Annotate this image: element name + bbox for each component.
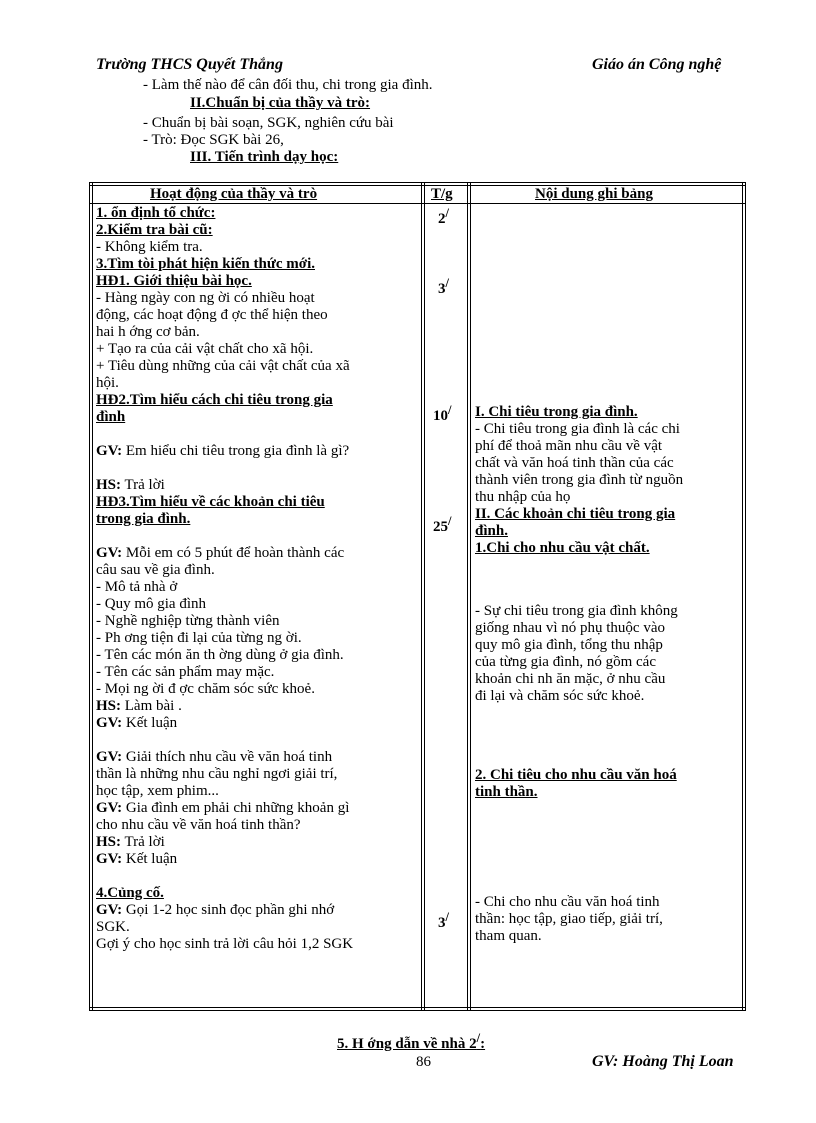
conclusion-text: Kết luận bbox=[122, 715, 178, 731]
text-line bbox=[96, 545, 418, 562]
activity-heading: HĐ1. Giới thiệu bài học. bbox=[96, 273, 252, 289]
text-line: quy mô gia đình, tổng thu nhập bbox=[475, 637, 663, 653]
text-line: + Tạo ra của cải vật chất cho xã hội. bbox=[96, 341, 314, 357]
step-heading: 4.Củng cố. bbox=[96, 885, 164, 901]
text-line bbox=[96, 834, 418, 851]
text-line: phí để thoả mãn nhu cầu về vật bbox=[475, 438, 663, 454]
activity-heading: HĐ2.Tìm hiểu cách chi tiêu trong gia bbox=[96, 392, 333, 408]
text-line: - Hàng ngày con ng ời có nhiều hoạt bbox=[96, 290, 315, 306]
content-heading: 2. Chi tiêu cho nhu cầu văn hoá bbox=[475, 767, 677, 783]
subject-title: Giáo án Công nghệ bbox=[592, 56, 722, 73]
speaker-label: HS: bbox=[96, 477, 122, 493]
text-line: khoản chi nh ăn mặc, ở nhu cầu bbox=[475, 671, 666, 687]
conclusion-text: Kết luận bbox=[122, 851, 178, 867]
school-name: Trường THCS Quyết Thắng bbox=[96, 56, 283, 73]
text-line: cho nhu cầu về văn hoá tinh thần? bbox=[96, 817, 301, 833]
header-time: T/g bbox=[431, 186, 453, 202]
text-line: Gợi ý cho học sinh trả lời câu hỏi 1,2 SGK bbox=[96, 936, 354, 952]
time-value: 10/ bbox=[433, 403, 452, 424]
list-item: - Mô tả nhà ở bbox=[96, 579, 178, 595]
text-line: thần: học tập, giao tiếp, giải trí, bbox=[475, 911, 663, 927]
list-item: - Nghề nghiệp từng thành viên bbox=[96, 613, 280, 629]
text-line: đi lại và chăm sóc sức khoẻ. bbox=[475, 688, 645, 704]
content-heading: đình. bbox=[475, 523, 508, 539]
content-column bbox=[475, 894, 741, 945]
speaker-label: GV: bbox=[96, 749, 123, 765]
task-text: Gọi 1-2 học sinh đọc phần ghi nhớ bbox=[122, 902, 335, 918]
text-line bbox=[96, 851, 418, 868]
list-item: - Quy mô gia đình bbox=[96, 596, 206, 612]
activity-heading: HĐ3.Tìm hiểu về các khoản chi tiêu bbox=[96, 494, 325, 510]
page-number: 86 bbox=[416, 1054, 431, 1070]
text-line: động, các hoạt động đ ợc thể hiện theo bbox=[96, 307, 328, 323]
teacher-name: GV: Hoàng Thị Loan bbox=[592, 1053, 734, 1070]
list-item: - Mọi ng ời đ ợc chăm sóc sức khoẻ. bbox=[96, 681, 315, 697]
time-value: 3/ bbox=[438, 276, 449, 297]
content-column bbox=[475, 767, 741, 801]
text-line: - Chi cho nhu cầu văn hoá tinh bbox=[475, 894, 660, 910]
content-heading: 1.Chi cho nhu cầu vật chất. bbox=[475, 540, 650, 556]
text-line bbox=[96, 477, 418, 494]
content-heading: tinh thần. bbox=[475, 784, 538, 800]
question-text: Gia đình em phải chi những khoản gì bbox=[122, 800, 350, 816]
text-line: tham quan. bbox=[475, 928, 542, 944]
text-line bbox=[96, 698, 418, 715]
text-line: học tập, xem phim... bbox=[96, 783, 219, 799]
list-item: - Ph ơng tiện đi lại của từng ng ời. bbox=[96, 630, 302, 646]
text-line: thu nhập của họ bbox=[475, 489, 571, 505]
answer-text: Trả lời bbox=[121, 834, 165, 850]
text-line: - Chi tiêu trong gia đình là các chi bbox=[475, 421, 680, 437]
question-text: Em hiểu chi tiêu trong gia đình là gì? bbox=[122, 443, 350, 459]
text-line bbox=[96, 715, 418, 732]
speaker-label: GV: bbox=[96, 902, 123, 918]
answer-text: Trả lời bbox=[121, 477, 165, 493]
time-value: 2/ bbox=[438, 206, 449, 227]
content-column bbox=[475, 404, 741, 557]
text-line bbox=[96, 443, 418, 460]
question-text: Mỗi em có 5 phút để hoàn thành các bbox=[122, 545, 345, 561]
text-line: SGK. bbox=[96, 919, 130, 935]
speaker-label: GV: bbox=[96, 443, 123, 459]
time-value: 3/ bbox=[438, 910, 449, 931]
text-line bbox=[96, 749, 418, 766]
section-heading: II.Chuẩn bị của thầy và trò: bbox=[190, 95, 371, 111]
content-column bbox=[475, 603, 741, 705]
header-content: Nội dung ghi bảng bbox=[535, 186, 653, 202]
speaker-label: HS: bbox=[96, 698, 122, 714]
text-line: hội. bbox=[96, 375, 119, 391]
text-line: thần là những nhu cầu nghỉ ngơi giải trí, bbox=[96, 766, 338, 782]
step-heading: 1. ổn định tổ chức: bbox=[96, 205, 216, 221]
text-line: của từng gia đình, nó gồm các bbox=[475, 654, 656, 670]
text-line: hai h ớng cơ bản. bbox=[96, 324, 200, 340]
speaker-label: GV: bbox=[96, 851, 123, 867]
text-line: chất và văn hoá tinh thần của các bbox=[475, 455, 674, 471]
text-line bbox=[96, 902, 418, 919]
activity-heading: trong gia đình. bbox=[96, 511, 191, 527]
text-line: + Tiêu dùng những của cải vật chất của xã bbox=[96, 358, 350, 374]
section-heading: III. Tiến trình dạy học: bbox=[190, 149, 339, 165]
homework-heading: 5. H ớng dẫn về nhà 2/: bbox=[337, 1031, 486, 1052]
intro-line: - Trò: Đọc SGK bài 26, bbox=[143, 132, 284, 148]
activity-heading: đình bbox=[96, 409, 126, 425]
intro-line: - Làm thế nào để cân đối thu, chi trong gia đình. bbox=[143, 77, 433, 93]
activity-column bbox=[96, 205, 418, 953]
speaker-label: GV: bbox=[96, 715, 123, 731]
text-line: thành viên trong gia đình từ nguồn bbox=[475, 472, 684, 488]
intro-line: - Chuẩn bị bài soạn, SGK, nghiên cứu bài bbox=[143, 115, 394, 131]
text-line: - Sự chi tiêu trong gia đình không bbox=[475, 603, 678, 619]
text-line bbox=[96, 800, 418, 817]
text-line: giống nhau vì nó phụ thuộc vào bbox=[475, 620, 665, 636]
speaker-label: GV: bbox=[96, 800, 123, 816]
list-item: - Tên các món ăn th ờng dùng ở gia đình. bbox=[96, 647, 344, 663]
content-heading: I. Chi tiêu trong gia đình. bbox=[475, 404, 638, 420]
question-text: Giải thích nhu cầu về văn hoá tinh bbox=[122, 749, 333, 765]
text-line: - Không kiểm tra. bbox=[96, 239, 203, 255]
step-heading: 2.Kiểm tra bài cũ: bbox=[96, 222, 213, 238]
header-activity: Hoạt động của thầy và trò bbox=[150, 186, 318, 202]
content-heading: II. Các khoản chi tiêu trong gia bbox=[475, 506, 676, 522]
time-value: 25/ bbox=[433, 514, 452, 535]
list-item: - Tên các sản phẩm may mặc. bbox=[96, 664, 275, 680]
answer-text: Làm bài . bbox=[121, 698, 182, 714]
step-heading: 3.Tìm tòi phát hiện kiến thức mới. bbox=[96, 256, 315, 272]
speaker-label: HS: bbox=[96, 834, 122, 850]
text-line: câu sau về gia đình. bbox=[96, 562, 215, 578]
speaker-label: GV: bbox=[96, 545, 123, 561]
